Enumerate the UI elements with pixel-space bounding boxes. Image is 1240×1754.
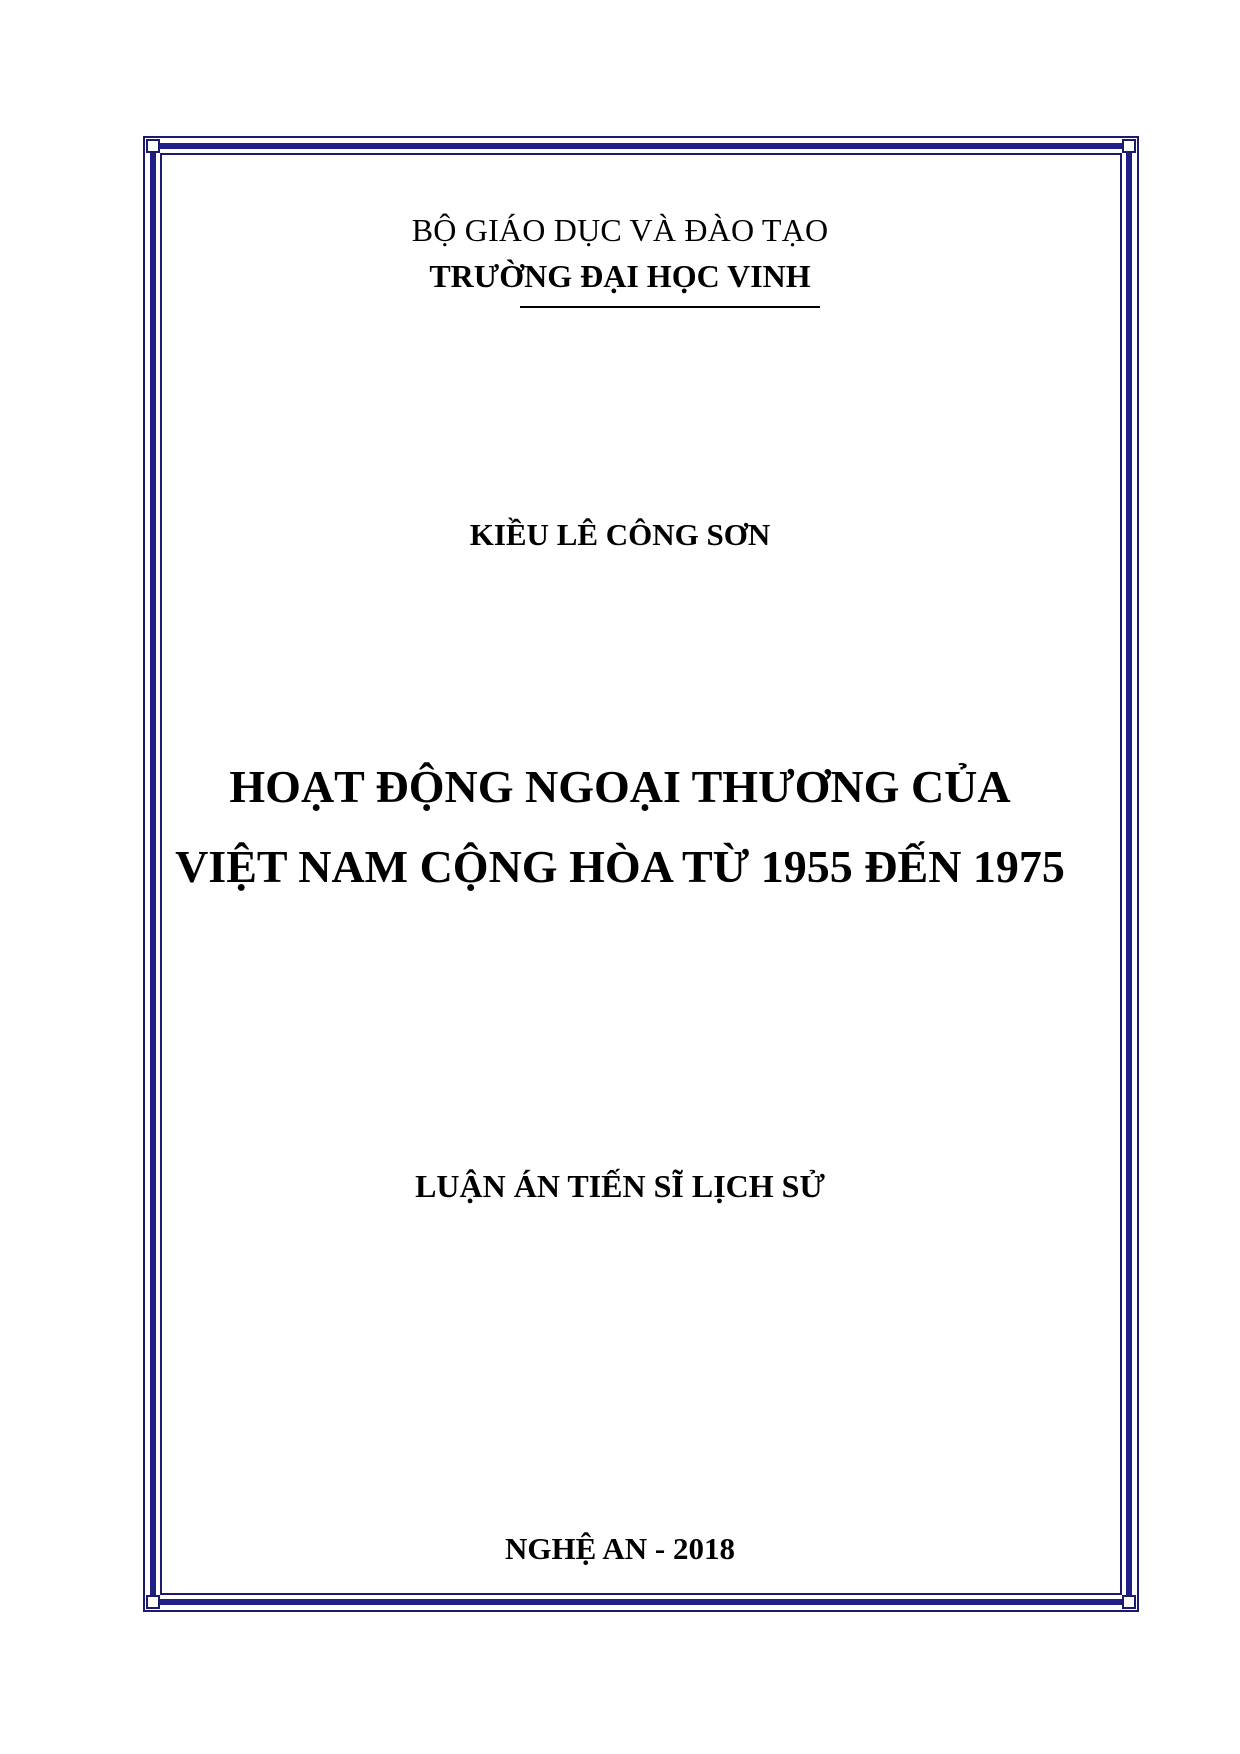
place-and-year: NGHỆ AN - 2018 [505, 1531, 735, 1566]
degree-type: LUẬN ÁN TIẾN SĨ LỊCH SỬ [415, 1168, 825, 1204]
university-name: TRƯỜNG ĐẠI HỌC VINH [429, 258, 811, 294]
corner-ornament-top-right [1122, 139, 1136, 153]
author-name: KIỀU LÊ CÔNG SƠN [469, 517, 771, 552]
thesis-title-line-1: HOẠT ĐỘNG NGOẠI THƯƠNG CỦA [229, 761, 1011, 812]
ministry-name: BỘ GIÁO DỤC VÀ ĐÀO TẠO [411, 212, 829, 248]
thesis-title-line-2: VIỆT NAM CỘNG HÒA TỪ 1955 ĐẾN 1975 [175, 841, 1065, 892]
corner-ornament-top-left [146, 139, 160, 153]
header-divider [520, 306, 820, 308]
corner-ornament-bottom-left [146, 1595, 160, 1609]
corner-ornament-bottom-right [1122, 1595, 1136, 1609]
